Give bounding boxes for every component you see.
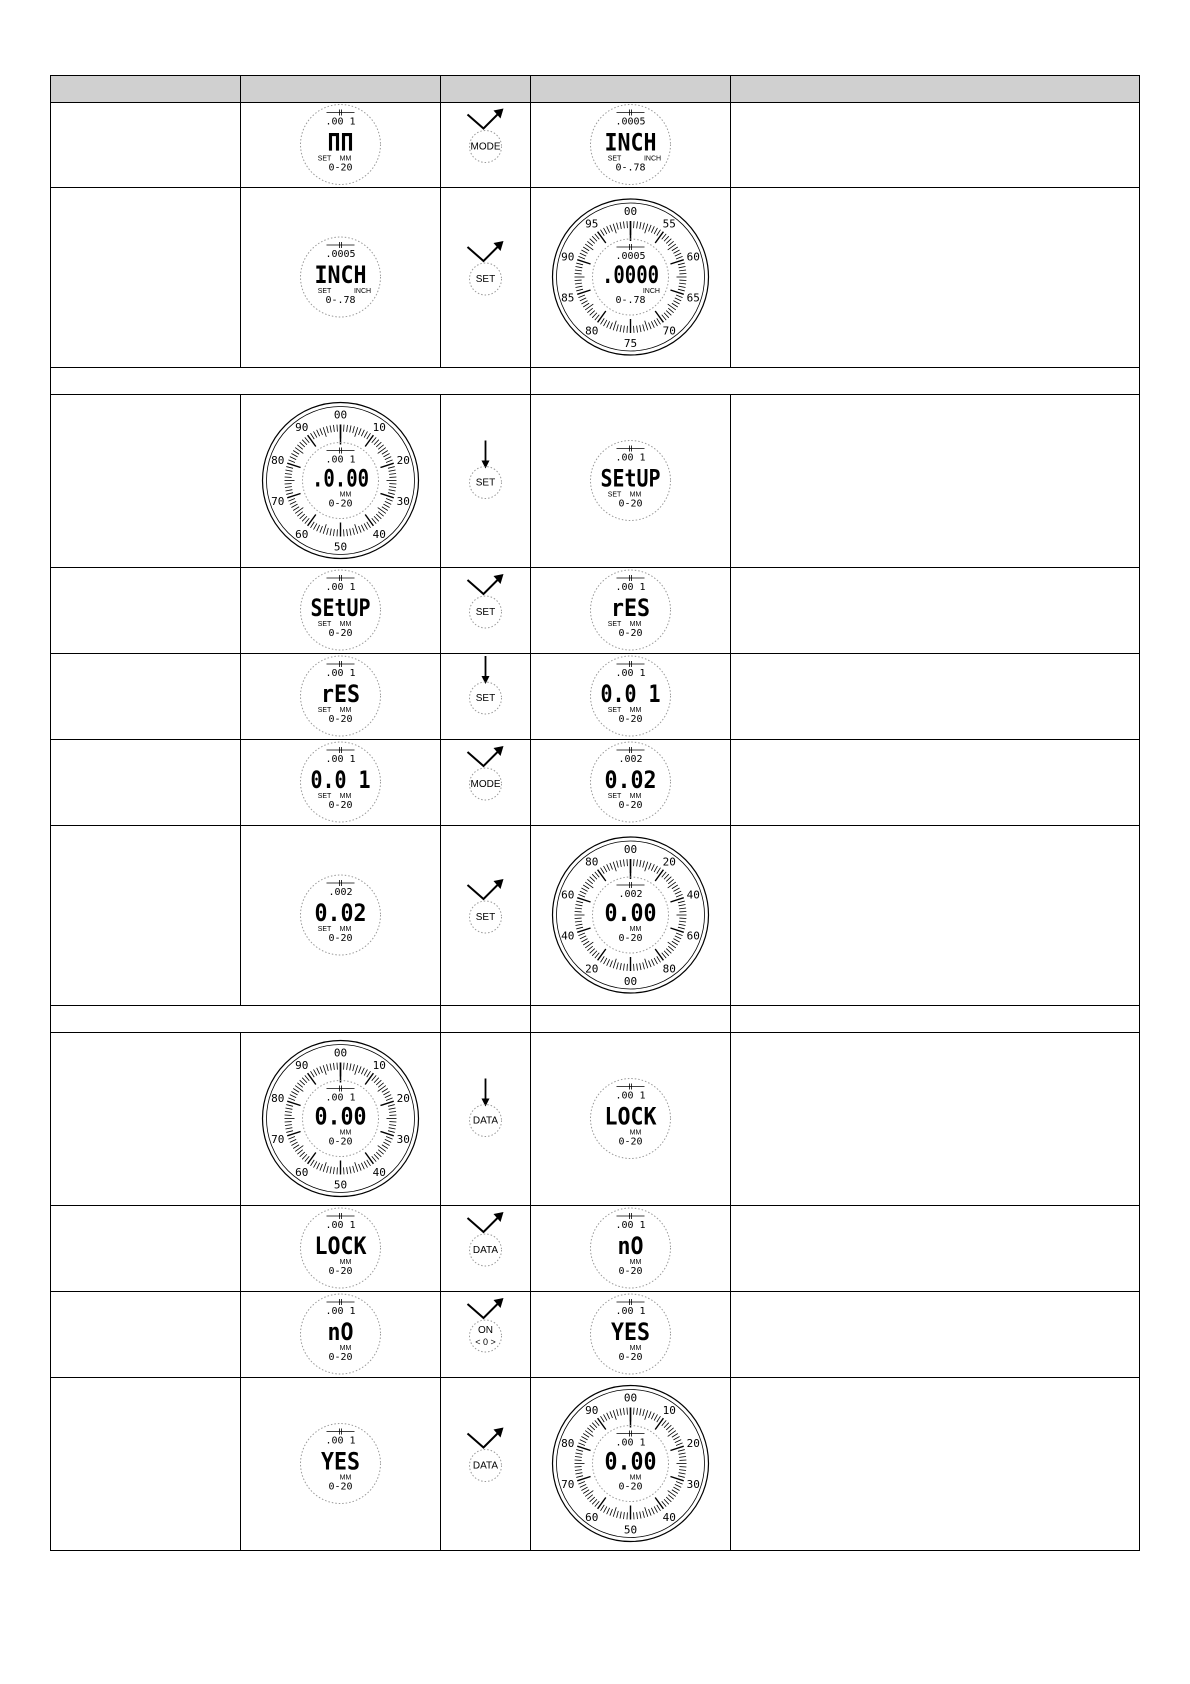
dial-tick-label: 70 <box>271 1132 285 1146</box>
resolution-text: .00 1 <box>325 454 356 466</box>
dial-tick-label: 30 <box>686 1477 700 1491</box>
range-text: 0-20 <box>618 714 643 725</box>
dial-tick-label: 80 <box>271 1092 285 1106</box>
dial-tick-label: 70 <box>662 324 676 338</box>
set-indicator: SET <box>317 155 332 163</box>
key-cell <box>441 1032 530 1205</box>
resolution-text: .0005 <box>325 249 356 260</box>
key-action <box>441 102 530 187</box>
unit-indicator: INCH <box>643 155 662 163</box>
resolution-text: .00 1 <box>325 1220 356 1231</box>
main-readout: 0.00 <box>604 899 657 927</box>
dial-tick-label: 90 <box>295 421 309 435</box>
dial-tick-label: 75 <box>623 337 638 350</box>
set-indicator: SET <box>317 621 332 628</box>
before-display-cell <box>241 187 440 367</box>
unit-indicator: INCH <box>642 288 660 295</box>
dial-tick-label: 90 <box>295 1059 309 1073</box>
dial-tick-label: 20 <box>662 855 676 869</box>
dial-tick-label: 60 <box>686 250 700 264</box>
after-display-cell <box>531 187 730 367</box>
main-readout: nO <box>327 1318 354 1346</box>
before-display-cell <box>241 567 440 653</box>
dial-tick-label: 00 <box>333 1046 348 1060</box>
key-label: ON <box>478 1325 493 1336</box>
unit-indicator: MM <box>629 1345 642 1352</box>
key-action <box>441 567 530 653</box>
unit-indicator: MM <box>339 155 352 163</box>
unit-indicator: MM <box>339 1345 352 1352</box>
key-sublabel: < 0 > <box>475 1337 496 1347</box>
range-text: 0-20 <box>328 162 353 174</box>
lcd-display <box>531 739 730 825</box>
before-display-cell <box>241 1377 440 1550</box>
unit-indicator: MM <box>629 926 642 933</box>
range-text: 0-.78 <box>615 295 646 306</box>
main-readout: INCH <box>314 261 367 289</box>
press-release-arrow-icon <box>468 1216 500 1232</box>
key-label: DATA <box>472 1245 499 1256</box>
resolution-text: .00 1 <box>615 1437 646 1449</box>
range-text: 0-20 <box>618 933 643 944</box>
resolution-text: .00 1 <box>325 1306 356 1317</box>
main-readout: nO <box>617 1232 644 1260</box>
main-readout: YES <box>321 1447 360 1476</box>
lcd-display <box>241 102 440 187</box>
before-display-cell <box>241 739 440 825</box>
dial-tick-label: 80 <box>585 324 599 338</box>
before-display-cell <box>241 1205 440 1291</box>
dial-display <box>531 825 730 1005</box>
lcd-display <box>531 1205 730 1291</box>
set-indicator: SET <box>607 621 622 628</box>
unit-indicator: MM <box>339 1259 352 1266</box>
after-display-cell <box>531 825 730 1005</box>
after-display-cell <box>531 1205 730 1291</box>
resolution-text: .002 <box>618 754 643 765</box>
range-text: 0-20 <box>618 800 643 811</box>
lcd-display <box>241 1377 440 1550</box>
main-readout: INCH <box>604 128 657 157</box>
lcd-display <box>531 102 730 187</box>
set-indicator: SET <box>317 288 332 295</box>
set-indicator: SET <box>317 793 332 800</box>
press-release-arrow-icon <box>468 1302 500 1318</box>
resolution-text: .00 1 <box>615 1090 646 1102</box>
dial-tick-label: 50 <box>623 1523 638 1537</box>
main-readout: SEtUP <box>310 594 371 622</box>
dial-tick-label: 10 <box>372 421 386 435</box>
main-readout: rES <box>321 680 360 708</box>
range-text: 0-20 <box>328 628 353 639</box>
set-indicator: SET <box>607 155 622 163</box>
dial-tick-label: 55 <box>662 217 676 231</box>
main-readout: rES <box>611 594 650 622</box>
lcd-display <box>531 1291 730 1377</box>
procedure-table <box>50 75 1140 1542</box>
unit-indicator: MM <box>629 491 642 499</box>
main-readout: SEtUP <box>600 464 661 493</box>
after-display-cell <box>531 1377 730 1550</box>
range-text: 0-20 <box>618 628 643 639</box>
lcd-display <box>531 394 730 567</box>
unit-indicator: MM <box>629 1259 642 1266</box>
key-action <box>441 1205 530 1291</box>
lcd-display <box>531 653 730 739</box>
dial-tick-label: 00 <box>623 205 638 218</box>
dial-tick-label: 10 <box>662 1404 676 1418</box>
main-readout: 0.0 1 <box>310 766 371 794</box>
key-action <box>441 394 530 567</box>
dial-tick-label: 50 <box>333 540 348 554</box>
dial-display <box>241 1032 440 1205</box>
range-text: 0-20 <box>618 1266 643 1277</box>
resolution-text: .00 1 <box>325 1435 356 1447</box>
before-display-cell <box>241 825 440 1005</box>
press-release-arrow-icon <box>468 883 500 899</box>
range-text: 0-20 <box>618 498 643 510</box>
key-label: SET <box>475 693 496 704</box>
after-display-cell <box>531 1032 730 1205</box>
range-text: 0-20 <box>618 1481 643 1493</box>
key-label: SET <box>475 607 496 618</box>
dial-tick-label: 50 <box>333 1178 348 1192</box>
press-release-arrow-icon <box>468 1432 500 1448</box>
table-header <box>50 75 1140 102</box>
dial-tick-label: 20 <box>396 1092 410 1106</box>
dial-tick-label: 00 <box>623 975 638 988</box>
unit-indicator: MM <box>629 1474 642 1482</box>
resolution-text: .00 1 <box>325 1092 356 1104</box>
dial-tick-label: 10 <box>372 1059 386 1073</box>
key-cell <box>441 825 530 1005</box>
range-text: 0-20 <box>328 1352 353 1363</box>
key-cell <box>441 1377 530 1550</box>
key-action <box>441 187 530 367</box>
set-indicator: SET <box>607 707 622 714</box>
range-text: 0-20 <box>328 800 353 811</box>
after-display-cell <box>531 739 730 825</box>
before-display-cell <box>241 1032 440 1205</box>
main-readout: LOCK <box>604 1102 657 1131</box>
resolution-text: .002 <box>618 889 643 900</box>
dial-tick-label: 00 <box>623 1391 638 1405</box>
dial-tick-label: 40 <box>372 527 386 541</box>
dial-tick-label: 80 <box>271 454 285 468</box>
main-readout: 0.02 <box>604 766 657 794</box>
dial-tick-label: 00 <box>623 843 638 856</box>
resolution-text: .0005 <box>615 116 646 128</box>
key-action <box>441 1377 530 1550</box>
range-text: 0-20 <box>328 498 353 510</box>
unit-indicator: MM <box>339 793 352 800</box>
key-label: DATA <box>472 1460 499 1472</box>
unit-indicator: MM <box>629 621 642 628</box>
dial-tick-label: 65 <box>686 291 700 305</box>
key-cell <box>441 1205 530 1291</box>
press-release-arrow-icon <box>468 578 500 594</box>
dial-tick-label: 20 <box>396 454 410 468</box>
dial-tick-label: 90 <box>585 1404 599 1418</box>
key-label: SET <box>475 274 496 285</box>
unit-indicator: MM <box>629 1129 642 1137</box>
dial-tick-label: 90 <box>561 250 575 264</box>
after-display-cell <box>531 102 730 187</box>
range-text: 0-20 <box>328 933 353 944</box>
dial-tick-label: 40 <box>662 1510 676 1524</box>
key-cell <box>441 739 530 825</box>
main-readout: 0.02 <box>314 899 367 927</box>
set-indicator: SET <box>607 491 622 499</box>
unit-indicator: MM <box>629 793 642 800</box>
unit-indicator: MM <box>339 1474 352 1482</box>
key-action <box>441 1291 530 1377</box>
dial-tick-label: 95 <box>585 217 599 231</box>
resolution-text: .00 1 <box>325 754 356 765</box>
resolution-text: .00 1 <box>615 1220 646 1231</box>
dial-tick-label: 60 <box>295 527 309 541</box>
dial-tick-label: 20 <box>585 962 599 976</box>
key-action <box>441 1032 530 1205</box>
dial-tick-label: 70 <box>561 1477 575 1491</box>
after-display-cell <box>531 394 730 567</box>
dial-tick-label: 40 <box>561 929 575 943</box>
lcd-display <box>241 1205 440 1291</box>
dial-tick-label: 30 <box>396 1132 410 1146</box>
dial-tick-label: 70 <box>271 494 285 508</box>
before-display-cell <box>241 653 440 739</box>
dial-tick-label: 00 <box>333 408 348 422</box>
key-label: SET <box>475 912 496 923</box>
range-text: 0-20 <box>328 1136 353 1148</box>
press-release-arrow-icon <box>468 750 500 766</box>
dial-tick-label: 40 <box>686 888 700 902</box>
main-readout: .0000 <box>602 261 659 289</box>
lcd-display <box>531 567 730 653</box>
lcd-display <box>241 825 440 1005</box>
dial-tick-label: 20 <box>686 1437 700 1451</box>
unit-indicator: MM <box>339 926 352 933</box>
key-label: MODE <box>470 779 501 790</box>
range-text: 0-20 <box>328 714 353 725</box>
key-cell <box>441 653 530 739</box>
before-display-cell <box>241 102 440 187</box>
resolution-text: .00 1 <box>615 452 646 464</box>
resolution-text: .002 <box>328 887 353 898</box>
unit-indicator: MM <box>339 1129 352 1137</box>
unit-indicator: MM <box>339 621 352 628</box>
main-readout: ΠΠ <box>327 128 354 157</box>
range-text: 0-20 <box>618 1136 643 1148</box>
resolution-text: .00 1 <box>615 1306 646 1317</box>
dial-tick-label: 80 <box>561 1437 575 1451</box>
resolution-text: .0005 <box>615 251 646 262</box>
dial-tick-label: 80 <box>585 855 599 869</box>
range-text: 0-20 <box>618 1352 643 1363</box>
resolution-text: .00 1 <box>615 668 646 679</box>
dial-tick-label: 85 <box>561 291 575 305</box>
dial-display <box>241 394 440 567</box>
key-cell <box>441 1291 530 1377</box>
lcd-display <box>241 567 440 653</box>
range-text: 0-.78 <box>325 295 356 306</box>
main-readout: YES <box>611 1318 650 1346</box>
key-action <box>441 739 530 825</box>
resolution-text: .00 1 <box>325 582 356 593</box>
resolution-text: .00 1 <box>615 582 646 593</box>
press-release-arrow-icon <box>468 113 500 129</box>
main-readout: 0.0 1 <box>600 680 661 708</box>
key-cell <box>441 102 530 187</box>
key-action <box>441 653 530 739</box>
main-readout: 0.00 <box>314 1102 367 1131</box>
lcd-display <box>241 187 440 367</box>
dial-tick-label: 60 <box>585 1510 599 1524</box>
key-cell <box>441 567 530 653</box>
lcd-display <box>241 739 440 825</box>
press-release-arrow-icon <box>468 245 500 261</box>
after-display-cell <box>531 567 730 653</box>
unit-indicator: MM <box>629 707 642 714</box>
unit-indicator: MM <box>339 491 352 499</box>
dial-tick-label: 30 <box>396 494 410 508</box>
before-display-cell <box>241 394 440 567</box>
after-display-cell <box>531 653 730 739</box>
set-indicator: SET <box>607 793 622 800</box>
key-label: MODE <box>470 141 501 153</box>
lcd-display <box>531 1032 730 1205</box>
unit-indicator: MM <box>339 707 352 714</box>
main-readout: .0.00 <box>312 464 369 493</box>
key-label: SET <box>475 477 496 489</box>
dial-tick-label: 60 <box>686 929 700 943</box>
unit-indicator: INCH <box>353 288 372 295</box>
range-text: 0-.78 <box>615 162 646 174</box>
key-cell <box>441 394 530 567</box>
main-readout: LOCK <box>314 1232 367 1260</box>
dial-display <box>531 187 730 367</box>
dial-tick-label: 40 <box>372 1165 386 1179</box>
range-text: 0-20 <box>328 1481 353 1493</box>
set-indicator: SET <box>317 707 332 714</box>
before-display-cell <box>241 1291 440 1377</box>
range-text: 0-20 <box>328 1266 353 1277</box>
after-display-cell <box>531 1291 730 1377</box>
lcd-display <box>241 653 440 739</box>
resolution-text: .00 1 <box>325 668 356 679</box>
key-label: DATA <box>472 1115 499 1127</box>
key-action <box>441 825 530 1005</box>
main-readout: 0.00 <box>604 1447 657 1476</box>
lcd-display <box>241 1291 440 1377</box>
dial-tick-label: 60 <box>561 888 575 902</box>
key-cell <box>441 187 530 367</box>
resolution-text: .00 1 <box>325 116 356 128</box>
set-indicator: SET <box>317 926 332 933</box>
dial-tick-label: 80 <box>662 962 676 976</box>
dial-tick-label: 60 <box>295 1165 309 1179</box>
dial-display <box>531 1377 730 1550</box>
